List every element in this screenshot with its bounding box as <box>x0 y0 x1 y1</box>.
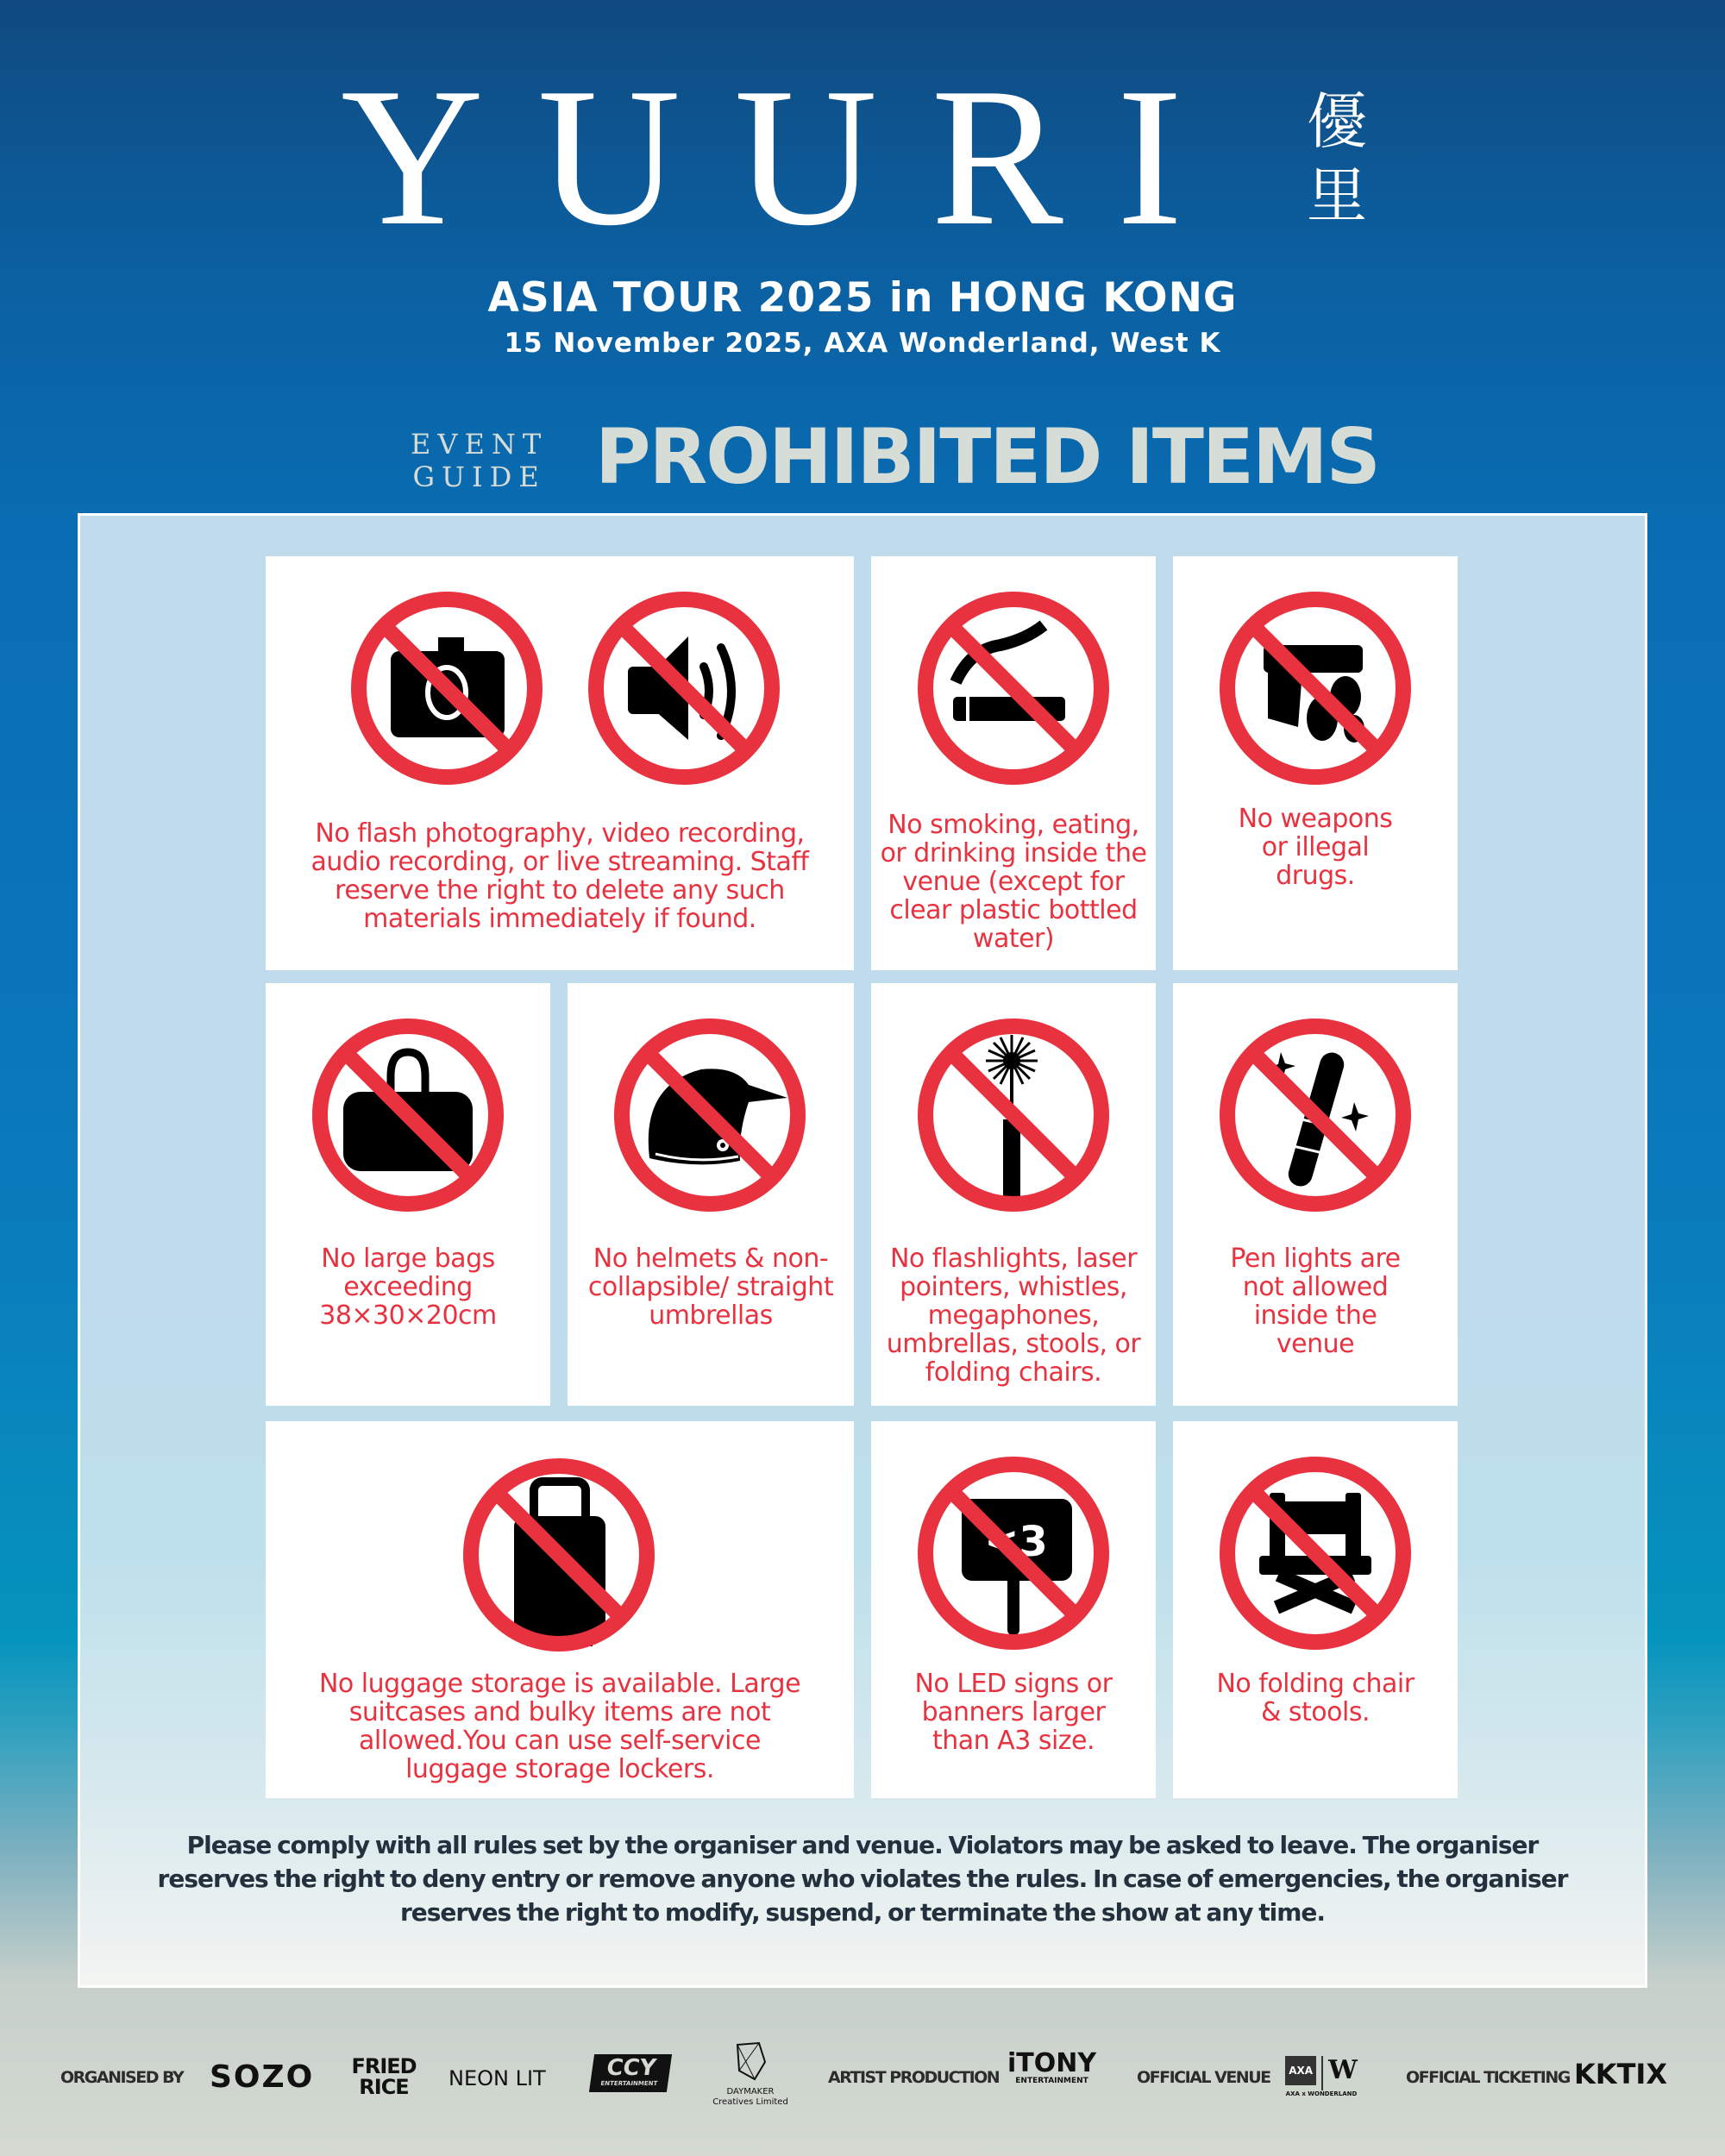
daymaker-logo <box>707 2040 794 2108</box>
official-venue-label: OFFICIAL VENUE <box>1137 2068 1270 2087</box>
no-sign-icon <box>914 1454 1113 1652</box>
item-card-signs <box>871 1421 1156 1798</box>
no-luggage-icon <box>460 1456 658 1654</box>
sign-text: <3 <box>984 1518 1048 1566</box>
item-card-helmets <box>568 983 854 1406</box>
neon-lit-logo: NEON LIT <box>448 2066 546 2090</box>
item-text: No flashlights, laser pointers, whistles, megaphones, umbrellas, stools, or folding chairs. <box>886 1244 1141 1388</box>
item-text: Pen lights are not allowed inside the venue <box>1230 1244 1401 1359</box>
artist-kanji <box>1302 85 1371 233</box>
no-helmet-icon <box>611 1016 809 1214</box>
disclaimer-text: Please comply with all rules set by the organiser and venue. Violators may be asked to leave. The organiser reserves the right to deny entry or remove anyone who violates the rules. In case of emergencies, the organiser reserves the right to modify, suspend, or terminate the show at any time. <box>157 1831 1568 1927</box>
item-text: No LED signs or banners larger than A3 size. <box>914 1669 1113 1756</box>
artist-production-label: ARTIST PRODUCTION <box>828 2068 1000 2087</box>
item-text: No luggage storage is available. Large suitcases and bulky items are not allowed.You can use self-service luggage storage lockers. <box>318 1669 801 1784</box>
item-text: No large bags exceeding 38×30×20cm <box>319 1244 497 1331</box>
kanji-char: 里 <box>1307 160 1367 231</box>
item-card-penlights <box>1173 983 1458 1406</box>
date-venue: 15 November 2025, AXA Wonderland, West K <box>504 328 1221 359</box>
no-audio-icon <box>585 589 783 787</box>
item-text: No folding chair & stools. <box>1216 1669 1414 1727</box>
event-guide-label <box>411 428 548 493</box>
prohibited-items-panel <box>78 513 1647 1988</box>
item-card-luggage <box>266 1421 854 1798</box>
no-penlight-icon <box>1216 1016 1414 1214</box>
page-title: PROHIBITED ITEMS <box>595 412 1379 501</box>
no-weapons-drugs-icon <box>1216 589 1414 787</box>
sozo-logo: SOZO <box>210 2059 315 2095</box>
axa-wonderland-logo: AXA W AXA x WONDERLAND <box>1278 2056 1364 2097</box>
item-text: No helmets & non-collapsible/ straight umbrellas <box>587 1244 834 1331</box>
item-card-flashlights <box>871 983 1156 1406</box>
daymaker-mark-icon <box>729 2040 772 2084</box>
sponsor-footer <box>0 2035 1725 2122</box>
item-card-recording <box>266 556 854 970</box>
item-card-weapons <box>1173 556 1458 970</box>
no-bag-icon <box>309 1016 507 1214</box>
header <box>0 47 1725 266</box>
no-folding-chair-icon <box>1216 1454 1414 1652</box>
no-smoking-icon <box>914 589 1113 787</box>
artist-name: YUURI <box>341 47 1237 266</box>
kktix-logo: KKTIX <box>1574 2058 1667 2090</box>
guide-heading <box>0 414 1725 509</box>
kanji-char: 優 <box>1307 86 1367 157</box>
venue-name: AXA x WONDERLAND <box>1285 2090 1358 2097</box>
item-card-folding-chairs <box>1173 1421 1458 1798</box>
item-text: No smoking, eating, or drinking inside the venue (except for clear plastic bottled water) <box>880 810 1147 954</box>
organised-by-label: ORGANISED BY <box>60 2068 184 2087</box>
guide-label: GUIDE <box>412 461 546 493</box>
item-text: No weapons or illegal drugs. <box>1238 804 1393 891</box>
daymaker-text: DAYMAKER Creatives Limited <box>712 2087 788 2107</box>
item-card-bags <box>266 983 550 1406</box>
ccy-logo: CCY ENTERTAINMENT <box>589 2054 672 2092</box>
no-camera-icon <box>348 589 546 787</box>
no-laser-icon <box>914 1016 1113 1214</box>
tour-title: ASIA TOUR 2025 in HONG KONG <box>487 274 1238 322</box>
official-ticketing-label: OFFICIAL TICKETING <box>1406 2068 1570 2087</box>
event-label: EVENT <box>411 428 549 461</box>
item-text: No flash photography, video recording, audio recording, or live streaming. Staff reserve the right to delete any such materials immediately if found. <box>310 818 809 934</box>
item-card-smoking <box>871 556 1156 970</box>
fried-rice-logo: FRIED RICE <box>351 2054 417 2099</box>
itony-logo: iTONY ENTERTAINMENT <box>1007 2048 1097 2085</box>
